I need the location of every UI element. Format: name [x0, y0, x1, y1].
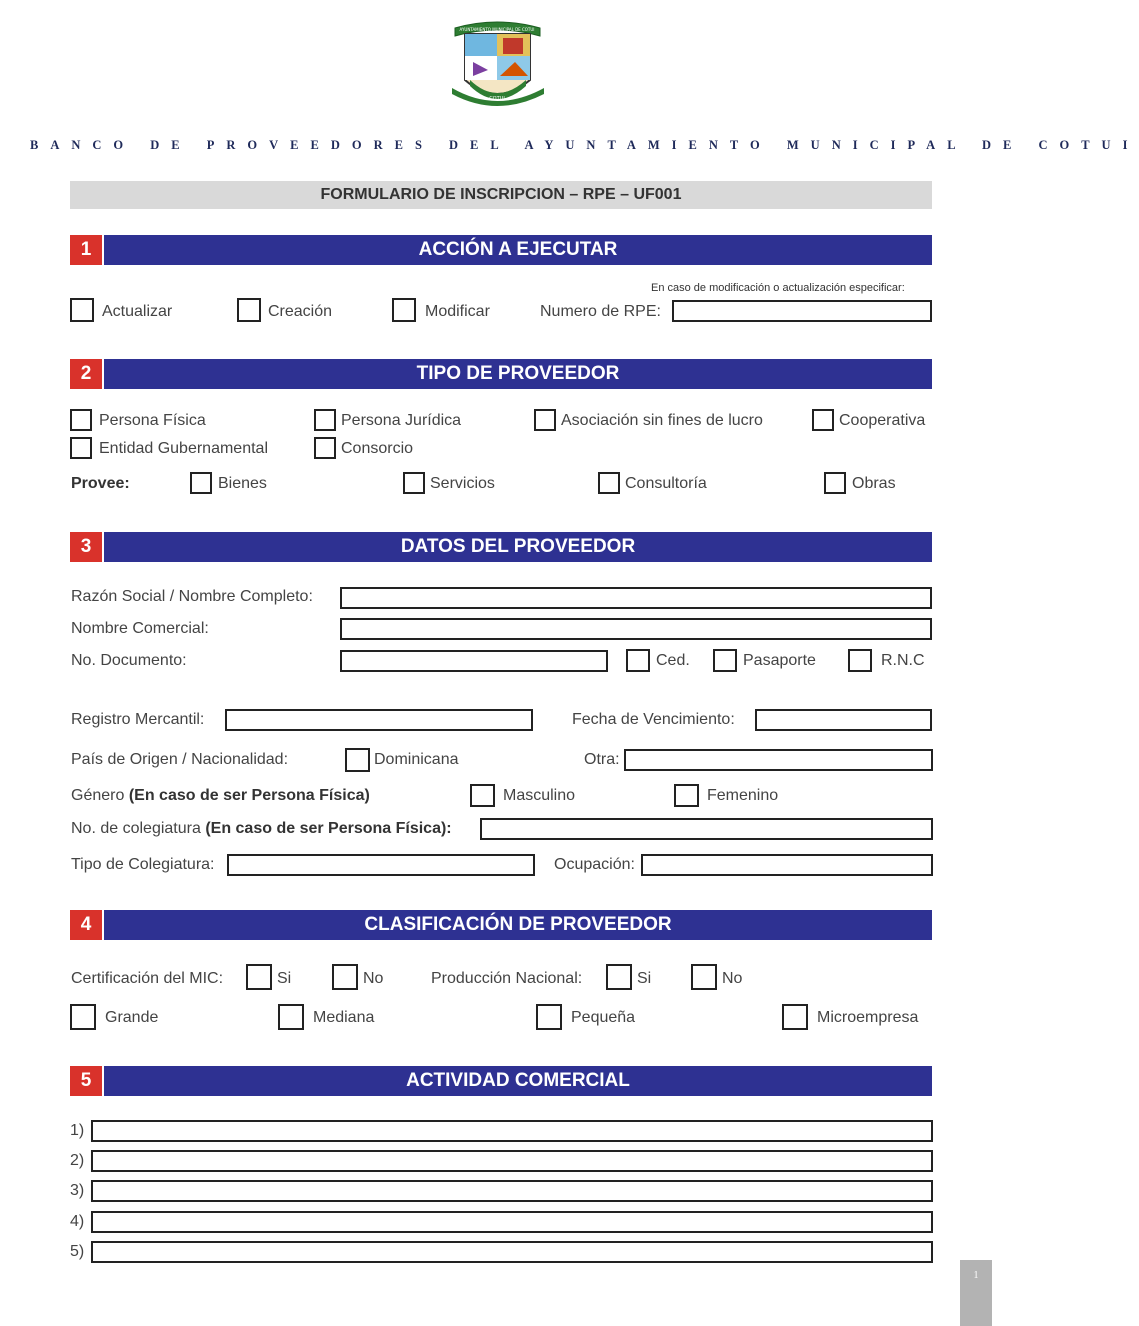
genero-note: (En caso de ser Persona Física)	[128, 787, 370, 804]
actividad-line-4-field[interactable]	[91, 1211, 933, 1233]
no-documento-field[interactable]	[340, 650, 608, 672]
otra-label: Otra:	[584, 751, 620, 768]
registro-mercantil-field[interactable]	[225, 709, 533, 731]
rnc-checkbox[interactable]	[848, 649, 872, 672]
nombre-comercial-label: Nombre Comercial:	[71, 620, 209, 637]
rpe-number-label: Numero de RPE:	[540, 303, 661, 320]
section-4-title: CLASIFICACIÓN DE PROVEEDOR	[104, 910, 932, 940]
razon-social-label: Razón Social / Nombre Completo:	[71, 588, 313, 605]
section-5-title: ACTIVIDAD COMERCIAL	[104, 1066, 932, 1096]
registro-mercantil-label: Registro Mercantil:	[71, 711, 205, 728]
pais-origen-label: País de Origen / Nacionalidad:	[71, 751, 289, 768]
servicios-label: Servicios	[430, 475, 495, 492]
modificar-checkbox[interactable]	[392, 298, 416, 322]
genero-label	[71, 786, 370, 806]
section-1-title: ACCIÓN A EJECUTAR	[104, 235, 932, 265]
fecha-vencimiento-field[interactable]	[755, 709, 932, 731]
consultoria-label: Consultoría	[625, 475, 707, 492]
femenino-checkbox[interactable]	[674, 784, 699, 807]
section-2-header	[70, 359, 932, 389]
actualizar-label: Actualizar	[102, 303, 173, 320]
servicios-checkbox[interactable]	[403, 472, 425, 494]
bienes-checkbox[interactable]	[190, 472, 212, 494]
prod-nacional-si-checkbox[interactable]	[606, 964, 632, 990]
actividad-line-3-label: 3)	[70, 1182, 85, 1199]
cedula-checkbox[interactable]	[626, 649, 650, 672]
section-2-title: TIPO DE PROVEEDOR	[104, 359, 932, 389]
nombre-comercial-field[interactable]	[340, 618, 932, 640]
page-number-tab	[960, 1260, 992, 1326]
actividad-line-3-field[interactable]	[91, 1180, 933, 1202]
persona-fisica-checkbox[interactable]	[70, 409, 92, 431]
consorcio-label: Consorcio	[341, 440, 414, 457]
no-documento-label: No. Documento:	[71, 652, 187, 669]
femenino-label: Femenino	[707, 787, 779, 804]
asociacion-label: Asociación sin fines de lucro	[561, 412, 763, 429]
microempresa-label: Microempresa	[817, 1009, 919, 1026]
microempresa-checkbox[interactable]	[782, 1004, 808, 1030]
section-3-number: 3	[70, 532, 102, 562]
page-number: 1	[973, 1270, 979, 1281]
pequena-checkbox[interactable]	[536, 1004, 562, 1030]
actividad-line-5-field[interactable]	[91, 1241, 933, 1263]
cedula-label: Ced.	[656, 652, 690, 669]
prod-nacional-no-checkbox[interactable]	[691, 964, 717, 990]
obras-label: Obras	[852, 475, 896, 492]
banner-title: BANCO DE PROVEEDORES DEL AYUNTAMIENTO MUNICIPAL DE COTUI	[30, 138, 1139, 152]
obras-checkbox[interactable]	[824, 472, 846, 494]
cooperativa-checkbox[interactable]	[812, 409, 834, 431]
actualizar-checkbox[interactable]	[70, 298, 94, 322]
consorcio-checkbox[interactable]	[314, 437, 336, 459]
pasaporte-label: Pasaporte	[743, 652, 816, 669]
colegiatura-label	[71, 819, 452, 839]
grande-label: Grande	[105, 1009, 159, 1026]
rnc-label: R.N.C	[881, 652, 925, 669]
actividad-line-1-field[interactable]	[91, 1120, 933, 1142]
seal-top-text: AYUNTAMIENTO MUNICIPAL DE COTUI	[459, 27, 535, 32]
actividad-line-5-label: 5)	[70, 1243, 85, 1260]
ocupacion-field[interactable]	[641, 854, 933, 876]
creacion-label: Creación	[268, 303, 333, 320]
prod-nacional-label: Producción Nacional:	[431, 970, 583, 987]
mediana-label: Mediana	[313, 1009, 375, 1026]
modificar-label: Modificar	[425, 303, 490, 320]
actividad-line-2-label: 2)	[70, 1152, 85, 1169]
section-2-number: 2	[70, 359, 102, 389]
section-3-title: DATOS DEL PROVEEDOR	[104, 532, 932, 562]
colegiatura-note: (En caso de ser Persona Física):	[205, 820, 452, 837]
dominicana-label: Dominicana	[374, 751, 459, 768]
section-1-number: 1	[70, 235, 102, 265]
colegiatura-text: No. de colegiatura	[71, 820, 201, 837]
ocupacion-label: Ocupación:	[554, 856, 635, 873]
creacion-checkbox[interactable]	[237, 298, 261, 322]
asociacion-checkbox[interactable]	[534, 409, 556, 431]
grande-checkbox[interactable]	[70, 1004, 96, 1030]
cert-mic-no-label: No	[363, 970, 384, 987]
section-1-header	[70, 235, 932, 265]
entidad-gubernamental-checkbox[interactable]	[70, 437, 92, 459]
rpe-number-field[interactable]	[672, 300, 932, 322]
section-5-number: 5	[70, 1066, 102, 1096]
razon-social-field[interactable]	[340, 587, 932, 609]
cert-mic-si-label: Si	[277, 970, 292, 987]
prod-nacional-si-label: Si	[637, 970, 652, 987]
consultoria-checkbox[interactable]	[598, 472, 620, 494]
actividad-line-4-label: 4)	[70, 1213, 85, 1230]
tipo-colegiatura-label: Tipo de Colegiatura:	[71, 856, 215, 873]
cert-mic-si-checkbox[interactable]	[246, 964, 272, 990]
masculino-label: Masculino	[503, 787, 576, 804]
dominicana-checkbox[interactable]	[345, 748, 370, 772]
mediana-checkbox[interactable]	[278, 1004, 304, 1030]
persona-juridica-checkbox[interactable]	[314, 409, 336, 431]
persona-fisica-label: Persona Física	[99, 412, 206, 429]
entidad-gubernamental-label: Entidad Gubernamental	[99, 440, 268, 457]
colegiatura-field[interactable]	[480, 818, 933, 840]
actividad-line-2-field[interactable]	[91, 1150, 933, 1172]
section-4-number: 4	[70, 910, 102, 940]
prod-nacional-no-label: No	[722, 970, 743, 987]
modification-note: En caso de modificación o actualización especificar:	[651, 282, 905, 294]
otra-nacionalidad-field[interactable]	[624, 749, 933, 771]
fecha-vencimiento-label: Fecha de Vencimiento:	[572, 711, 735, 728]
bienes-label: Bienes	[218, 475, 267, 492]
pasaporte-checkbox[interactable]	[713, 649, 737, 672]
section-5-header	[70, 1066, 932, 1096]
actividad-line-1-label: 1)	[70, 1122, 85, 1139]
masculino-checkbox[interactable]	[470, 784, 495, 807]
persona-juridica-label: Persona Jurídica	[341, 412, 462, 429]
cooperativa-label: Cooperativa	[839, 412, 926, 429]
cert-mic-label: Certificación del MIC:	[71, 970, 224, 987]
provee-label: Provee:	[71, 475, 130, 492]
cert-mic-no-checkbox[interactable]	[332, 964, 358, 990]
section-3-header	[70, 532, 932, 562]
form-title: FORMULARIO DE INSCRIPCION – RPE – UF001	[70, 181, 932, 209]
section-4-header	[70, 910, 932, 940]
seal-bottom-text: COTUI	[489, 96, 505, 102]
genero-text: Género	[71, 787, 125, 804]
tipo-colegiatura-field[interactable]	[227, 854, 535, 876]
municipal-seal-logo	[440, 18, 555, 113]
pequena-label: Pequeña	[571, 1009, 636, 1026]
